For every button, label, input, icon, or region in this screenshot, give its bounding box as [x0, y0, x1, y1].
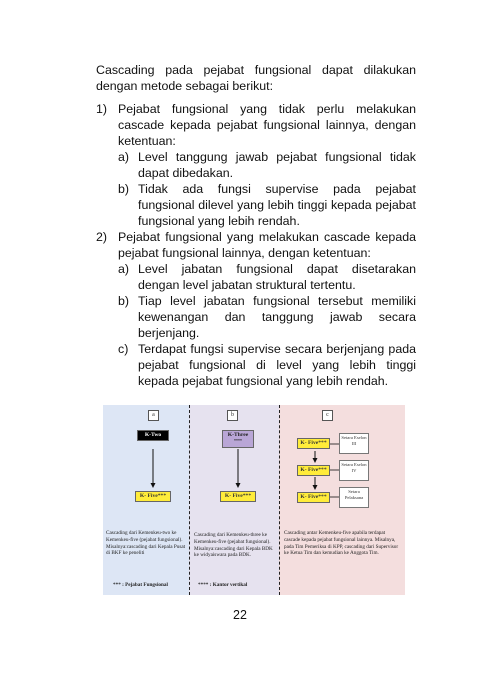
k-three-marker: ****: [234, 438, 242, 443]
k-two-box: K-Two: [137, 430, 169, 441]
caption-b: Cascading dari Kemenkeu-three ke Kemenkeu-five (pejabat fungsional). Misalnya:cascading dari Kepala BDK ke widyaiswara pada BDK.: [194, 532, 273, 559]
k-five-box: K- Five***: [297, 492, 330, 503]
k-three-label: K-Three: [227, 432, 249, 438]
list-number: 2): [96, 230, 108, 244]
page-number: 22: [233, 608, 247, 622]
list-item-2a: [96, 261, 416, 293]
list-item-2: [96, 229, 416, 261]
list-item-2b: [96, 293, 416, 341]
k-five-box: K- Five***: [297, 438, 330, 449]
footnote-functional: *** : Pejabat Fungsional: [113, 582, 168, 588]
panel-tag-c: c: [322, 410, 333, 421]
k-five-box: K- Five***: [220, 491, 256, 502]
k-five-box: K- Five***: [135, 491, 171, 502]
list-item-2c: [96, 341, 416, 389]
list-letter: a): [118, 150, 130, 164]
list-text: Level jabatan fungsional dapat disetarakan dengan level jabatan struktural tertentu.: [138, 262, 416, 292]
list-letter: b): [118, 182, 130, 196]
caption-c: Cascading antar Kemenkeu-five apabila terdapat cascade kepada pejabat fungsional lainnya. Misalnya, pada Tim Pemeriksa di KPP, cascading dari Supervisor ke Ketua Tim dan kemudian ke Anggota Tim.: [284, 530, 399, 557]
equivalence-box: Setara Pelaksana: [339, 487, 369, 508]
list-text: Tiap level jabatan fungsional tersebut memiliki kewenangan dan tanggung jawab secara berjenjang.: [138, 294, 416, 340]
list-text: Pejabat fungsional yang melakukan cascade kepada pejabat fungsional lainnya, dengan ketentuan:: [118, 230, 416, 260]
intro-paragraph: Cascading pada pejabat fungsional dapat dilakukan dengan metode sebagai berikut:: [96, 63, 416, 93]
list-number: 1): [96, 102, 108, 116]
list-text: Level tanggung jawab pejabat fungsional tidak dapat dibedakan.: [138, 150, 416, 180]
list-item-1b: [96, 181, 416, 229]
list-letter: b): [118, 294, 130, 308]
list-text: Terdapat fungsi supervise secara berjenjang pada pejabat fungsional di level yang lebih tinggi kepada pejabat fungsional yang lebih rendah.: [138, 342, 416, 388]
panel-tag-a: a: [148, 410, 159, 421]
panel-tag-b: b: [227, 410, 238, 421]
k-five-box: K- Five***: [297, 465, 330, 476]
list-text: Pejabat fungsional yang tidak perlu melakukan cascade kepada pejabat fungsional lainnya, dengan ketentuan:: [118, 102, 416, 148]
list-item-1a: [96, 149, 416, 181]
list-letter: a): [118, 262, 130, 276]
equivalence-box: Setara Eselon IV: [339, 460, 369, 481]
cascading-diagram: [103, 405, 405, 595]
body-text: [96, 62, 416, 389]
list-text: Tidak ada fungsi supervise pada pejabat fungsional dilevel yang lebih tinggi kepada pejabat fungsional yang lebih rendah.: [138, 182, 416, 228]
caption-a: Cascading dari Kemenkeu-two ke Kemenkeu-five (pejabat fungsional). Misalnya:cascading dari Kepala Pusat di BKF ke peneliti: [106, 530, 186, 557]
list-letter: c): [118, 342, 129, 356]
equivalence-box: Setara Eselon III: [339, 433, 369, 454]
k-three-box: [222, 430, 254, 448]
footnote-vertical-office: **** : Kantor vertikal: [198, 582, 248, 588]
list-item-1: [96, 101, 416, 149]
